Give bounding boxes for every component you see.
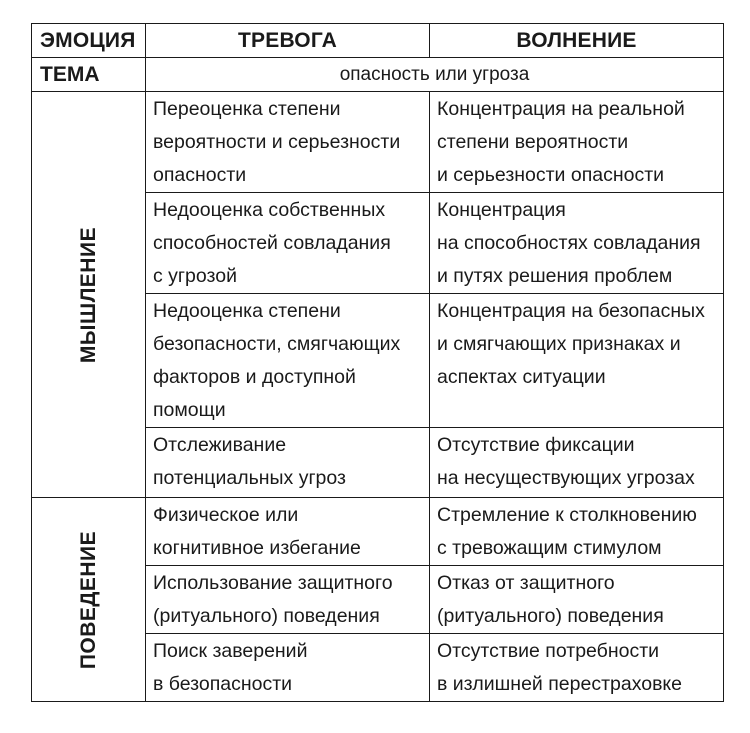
header-row — [32, 24, 724, 58]
behavior-label: ПОВЕДЕНИЕ — [76, 530, 100, 669]
emotion-comparison-table — [31, 23, 724, 702]
header-worry: ВОЛНЕНИЕ — [430, 24, 724, 58]
worry-cell: Концентрация на способностях совладания и путях решения проблем — [430, 193, 724, 294]
worry-cell: Концентрация на безопасных и смягчающих признаках и аспектах ситуации — [430, 294, 724, 428]
anxiety-cell: Недооценка степени безопасности, смягчающих факторов и доступной помощи — [146, 294, 430, 428]
table-row — [32, 92, 724, 193]
thinking-section — [32, 92, 146, 498]
anxiety-cell: Переоценка степени вероятности и серьезности опасности — [146, 92, 430, 193]
anxiety-cell: Физическое или когнитивное избегание — [146, 498, 430, 566]
worry-cell: Отказ от защитного (ритуального) поведения — [430, 566, 724, 634]
thinking-label: МЫШЛЕНИЕ — [76, 226, 100, 363]
theme-row — [32, 58, 724, 92]
theme-label: ТЕМА — [32, 58, 146, 92]
anxiety-cell: Отслеживание потенциальных угроз — [146, 428, 430, 498]
worry-cell: Концентрация на реальной степени вероятности и серьезности опасности — [430, 92, 724, 193]
table-row — [32, 498, 724, 566]
header-anxiety: ТРЕВОГА — [146, 24, 430, 58]
header-emotion: ЭМОЦИЯ — [32, 24, 146, 58]
worry-cell: Стремление к столкновению с тревожащим стимулом — [430, 498, 724, 566]
theme-value: опасность или угроза — [146, 58, 724, 92]
behavior-section — [32, 498, 146, 702]
anxiety-cell: Использование защитного (ритуального) поведения — [146, 566, 430, 634]
anxiety-cell: Поиск заверений в безопасности — [146, 634, 430, 702]
worry-cell: Отсутствие фиксации на несуществующих угрозах — [430, 428, 724, 498]
anxiety-cell: Недооценка собственных способностей совладания с угрозой — [146, 193, 430, 294]
worry-cell: Отсутствие потребности в излишней перестраховке — [430, 634, 724, 702]
